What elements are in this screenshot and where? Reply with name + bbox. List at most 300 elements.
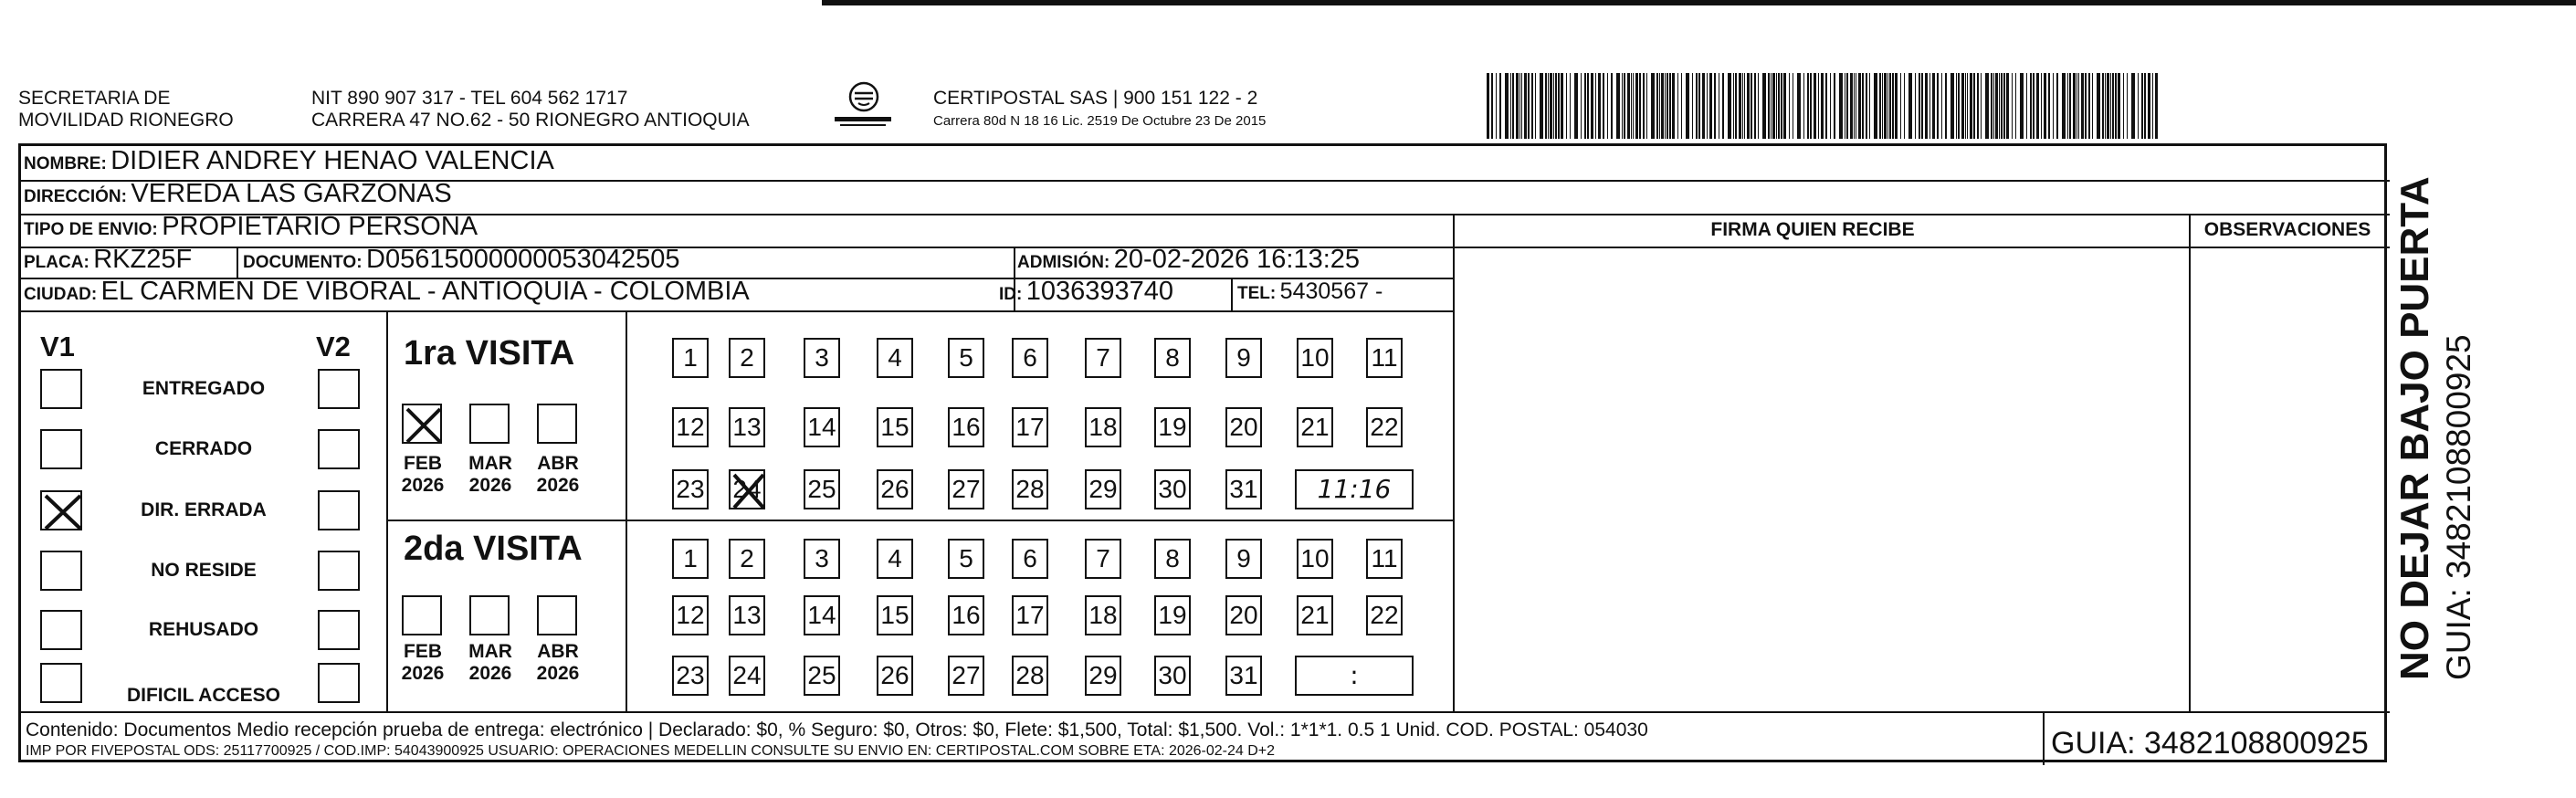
day-box[interactable]: 19 (1154, 595, 1191, 635)
barcode-bar (1686, 73, 1689, 139)
barcode-bar (2062, 73, 2066, 139)
barcode-bar (1496, 73, 1497, 139)
barcode-bar (1797, 73, 1801, 139)
month-caption (391, 453, 455, 497)
day-box[interactable]: 29 (1085, 656, 1121, 696)
barcode-bar (2110, 73, 2111, 139)
month-caption (458, 641, 522, 685)
documento-value: D05615000000053042505 (366, 245, 680, 274)
day-box[interactable]: 8 (1154, 338, 1191, 378)
status-label: CERRADO (154, 438, 253, 459)
barcode-bar (1977, 73, 1979, 139)
barcode-bar (1834, 73, 1835, 139)
barcode-bar (2092, 73, 2093, 139)
month-checkbox[interactable] (402, 595, 442, 635)
barcode-bar (1624, 73, 1625, 139)
barcode-bar (2097, 73, 2100, 139)
barcode-bar (1919, 73, 1920, 139)
barcode-bar (1561, 73, 1563, 139)
tel-row (1237, 277, 1383, 310)
barcode-bar (1491, 73, 1493, 139)
documento-label: DOCUMENTO: (243, 253, 363, 272)
barcode-bar (1921, 73, 1923, 139)
time-box[interactable]: 11:16 (1295, 469, 1414, 509)
nombre-row (24, 146, 554, 180)
barcode-bar (1512, 73, 1514, 139)
day-box[interactable]: 3 (804, 539, 840, 579)
barcode-bar (1587, 73, 1589, 139)
barcode-bar (1789, 73, 1790, 139)
day-box[interactable]: 31 (1225, 469, 1262, 509)
month-year: 2026 (401, 663, 445, 684)
footer-contenido: Contenido: Documentos Medio recepción prueba de entrega: electrónico | Declarado: $0, % Seguro: $0, Otros: $0, Flete: $1,500, Total: $1,500. Vol.: 1*1*1. 0.5 1 Unid. COD. POSTAL: 054030 (26, 719, 1648, 740)
barcode-bar (2015, 73, 2016, 139)
day-box[interactable]: 16 (948, 407, 984, 447)
barcode-bar (1814, 73, 1816, 139)
barcode-bar (2155, 73, 2158, 139)
barcode-bar (1754, 73, 1756, 139)
barcode-bar (1635, 73, 1638, 139)
barcode-bar (1651, 73, 1655, 139)
tel-value: 5430567 - (1279, 278, 1383, 304)
barcode-bar (1882, 73, 1883, 139)
day-box[interactable]: 17 (1012, 407, 1048, 447)
barcode-bar (1667, 73, 1668, 139)
day-box[interactable]: 3 (804, 338, 840, 378)
barcode-bar (1584, 73, 1586, 139)
barcode-bar (1574, 73, 1578, 139)
barcode-bar (1771, 73, 1772, 139)
day-box[interactable]: 18 (1085, 407, 1121, 447)
day-box[interactable]: 25 (804, 656, 840, 696)
barcode-bar (2030, 73, 2032, 139)
day-box[interactable]: 12 (672, 407, 709, 447)
barcode-bar (1973, 73, 1975, 139)
day-box[interactable]: 22 (1366, 407, 1403, 447)
barcode-bar (1846, 73, 1848, 139)
v2-checkbox[interactable] (318, 551, 360, 591)
barcode-bar (2102, 73, 2104, 139)
barcode-bar (1698, 73, 1700, 139)
barcode-bar (1607, 73, 1608, 139)
barcode-bar (1874, 73, 1877, 139)
day-box[interactable]: 11 (1366, 338, 1403, 378)
col-rule (237, 247, 238, 278)
month-year: 2026 (468, 475, 512, 496)
v1-checkbox[interactable] (40, 369, 82, 409)
direccion-row (24, 179, 452, 213)
day-box[interactable]: 4 (877, 338, 913, 378)
barcode-bar (1937, 73, 1939, 139)
day-box[interactable]: 7 (1085, 338, 1121, 378)
barcode-bar (1611, 73, 1613, 139)
day-box[interactable]: 10 (1297, 338, 1333, 378)
barcode-bar (2048, 73, 2050, 139)
col-rule-months (626, 310, 627, 711)
barcode-bar (1747, 73, 1750, 139)
visit1-title: 1ra VISITA (404, 334, 575, 373)
day-box[interactable]: 20 (1225, 407, 1262, 447)
barcode-bar (1991, 73, 1992, 139)
day-box[interactable]: 5 (948, 338, 984, 378)
barcode-bar (2131, 73, 2135, 139)
top-edge-strip (822, 0, 2576, 5)
ciudad-row (24, 277, 750, 310)
ciudad-value: EL CARMEN DE VIBORAL - ANTIOQUIA - COLOMBIA (100, 277, 750, 306)
barcode-bar (1941, 73, 1942, 139)
direccion-label: DIRECCIÓN: (24, 187, 127, 206)
month-caption (458, 453, 522, 497)
month-checkbox[interactable] (537, 404, 577, 444)
placa-value: RKZ25F (93, 245, 193, 274)
nombre-label: NOMBRE: (24, 154, 107, 173)
visit-divider (386, 520, 1453, 521)
barcode-bar (1566, 73, 1567, 139)
day-box[interactable]: 13 (729, 407, 765, 447)
barcode-bar (1722, 73, 1724, 139)
barcode-bar (1692, 73, 1693, 139)
barcode-bar (2001, 73, 2003, 139)
day-box[interactable]: 8 (1154, 539, 1191, 579)
barcode-bar (1519, 73, 1520, 139)
barcode-bar (1728, 73, 1731, 139)
certipostal-logo-icon (831, 80, 895, 130)
direccion-value: VEREDA LAS GARZONAS (131, 179, 452, 208)
day-box[interactable]: 19 (1154, 407, 1191, 447)
col-rule (1231, 278, 1233, 310)
month-label: FEB (404, 641, 442, 662)
barcode-bar (2012, 73, 2013, 139)
barcode-bar (2041, 73, 2042, 139)
day-box[interactable]: 17 (1012, 595, 1048, 635)
day-box[interactable]: 24 (729, 656, 765, 696)
placa-row (24, 245, 192, 278)
barcode-bar (1950, 73, 1954, 139)
barcode-bar (1825, 73, 1827, 139)
day-box[interactable]: 24 (729, 469, 765, 509)
barcode-bar (1677, 73, 1678, 139)
barcode-bar (1603, 73, 1604, 139)
v2-checkbox[interactable] (318, 490, 360, 530)
status-label: NO RESIDE (151, 560, 257, 581)
nit-line: NIT 890 907 317 - TEL 604 562 1717 (311, 88, 628, 109)
barcode-bar (1528, 73, 1530, 139)
barcode-bar (1862, 73, 1864, 139)
address-line: CARRERA 47 NO.62 - 50 RIONEGRO ANTIOQUIA (311, 110, 750, 131)
barcode-bar (1487, 73, 1489, 139)
footer-rule (21, 711, 2390, 713)
barcode-bar (1524, 73, 1527, 139)
barcode-bar (1739, 73, 1741, 139)
day-box[interactable]: 2 (729, 338, 765, 378)
visit2-title: 2da VISITA (404, 530, 583, 568)
barcode-bar (1622, 73, 1623, 139)
barcode-bar (1742, 73, 1743, 139)
v2-checkbox[interactable] (318, 429, 360, 469)
col-rule-guia (2043, 711, 2045, 765)
barcode-bar (1967, 73, 1968, 139)
day-box[interactable]: 14 (804, 595, 840, 635)
barcode-bar (1714, 73, 1716, 139)
day-box[interactable]: 27 (948, 469, 984, 509)
time-box[interactable]: : (1295, 656, 1414, 696)
day-box[interactable]: 2 (729, 539, 765, 579)
day-box[interactable]: 15 (877, 407, 913, 447)
barcode-bar (1807, 73, 1809, 139)
day-box[interactable]: 14 (804, 407, 840, 447)
day-box[interactable]: 21 (1297, 595, 1333, 635)
id-value: 1036393740 (1025, 277, 1174, 306)
v2-checkbox[interactable] (318, 369, 360, 409)
month-caption (526, 641, 590, 685)
day-box[interactable]: 20 (1225, 595, 1262, 635)
admision-label: ADMISIÓN: (1017, 253, 1110, 272)
barcode-bar (2006, 73, 2009, 139)
day-box[interactable]: 4 (877, 539, 913, 579)
barcode-bar (1866, 73, 1867, 139)
barcode-bar (1627, 73, 1630, 139)
courier-address: Carrera 80d N 18 16 Lic. 2519 De Octubre 23 De 2015 (933, 113, 1267, 129)
barcode-bar (1659, 73, 1660, 139)
day-box[interactable]: 23 (672, 656, 709, 696)
barcode-bar (1869, 73, 1870, 139)
barcode-bar (2107, 73, 2109, 139)
barcode-bar (1758, 73, 1759, 139)
barcode-bar (1995, 73, 1998, 139)
nombre-value: DIDIER ANDREY HENAO VALENCIA (110, 146, 554, 175)
barcode-bar (2127, 73, 2128, 139)
day-box[interactable]: 26 (877, 656, 913, 696)
barcode-bar (1985, 73, 1989, 139)
org-name-line2: MOVILIDAD RIONEGRO (18, 110, 234, 131)
day-box[interactable]: 1 (672, 338, 709, 378)
day-box[interactable]: 11 (1366, 539, 1403, 579)
barcode-bar (1965, 73, 1966, 139)
barcode-bar (1932, 73, 1935, 139)
month-year: 2026 (536, 475, 580, 496)
month-label: MAR (468, 641, 512, 662)
day-box[interactable]: 9 (1225, 338, 1262, 378)
barcode-bar (1858, 73, 1861, 139)
day-box[interactable]: 28 (1012, 469, 1048, 509)
barcode-bar (1887, 73, 1888, 139)
barcode-bar (1633, 73, 1634, 139)
tipo-label: TIPO DE ENVIO: (24, 220, 158, 239)
month-year: 2026 (468, 663, 512, 684)
day-box[interactable]: 27 (948, 656, 984, 696)
barcode-bar (1744, 73, 1745, 139)
barcode-bar (1850, 73, 1853, 139)
barcode-bar (1854, 73, 1855, 139)
barcode-bar (1956, 73, 1957, 139)
col-rule-status (386, 310, 388, 711)
month-year: 2026 (536, 663, 580, 684)
barcode (1487, 73, 2162, 139)
month-checkbox[interactable] (469, 595, 510, 635)
barcode-bar (1908, 73, 1912, 139)
barcode-bar (2003, 73, 2005, 139)
barcode-bar (1751, 73, 1752, 139)
v2-checkbox[interactable] (318, 610, 360, 650)
barcode-bar (1781, 73, 1782, 139)
barcode-bar (1531, 73, 1533, 139)
tel-label: TEL: (1237, 284, 1277, 303)
barcode-bar (1776, 73, 1777, 139)
barcode-bar (2036, 73, 2039, 139)
day-box[interactable]: 23 (672, 469, 709, 509)
barcode-bar (1510, 73, 1511, 139)
barcode-bar (1993, 73, 1994, 139)
v1-checkbox[interactable] (40, 551, 82, 591)
month-year: 2026 (401, 475, 445, 496)
day-box[interactable]: 30 (1154, 656, 1191, 696)
day-box[interactable]: 26 (877, 469, 913, 509)
footer-imp: IMP POR FIVEPOSTAL ODS: 25117700925 / COD.IMP: 54043900925 USUARIO: OPERACIONES MEDELLIN CONSULTE SU ENVIO EN: CERTIPOSTAL.COM SOBRE ETA: 2026-02-24 D+2 (26, 743, 1276, 759)
barcode-bar (2141, 73, 2143, 139)
courier-line: CERTIPOSTAL SAS | 900 151 122 - 2 (933, 88, 1258, 109)
day-box[interactable]: 21 (1297, 407, 1333, 447)
barcode-bar (1884, 73, 1887, 139)
month-checkbox[interactable] (402, 404, 442, 444)
status-label: ENTREGADO (142, 378, 266, 399)
day-box[interactable]: 15 (877, 595, 913, 635)
admision-row (1017, 245, 1360, 278)
v1-header: V1 (40, 331, 75, 362)
barcode-bar (1735, 73, 1737, 139)
barcode-bar (1958, 73, 1960, 139)
month-checkbox[interactable] (469, 404, 510, 444)
tipo-row (24, 212, 478, 246)
v1-checkbox[interactable] (40, 610, 82, 650)
row-rule (21, 310, 1453, 312)
day-box[interactable]: 22 (1366, 595, 1403, 635)
barcode-bar (1915, 73, 1916, 139)
barcode-bar (1709, 73, 1712, 139)
status-label: REHUSADO (148, 619, 259, 640)
barcode-bar (1889, 73, 1891, 139)
month-checkbox[interactable] (537, 595, 577, 635)
barcode-bar (2118, 73, 2120, 139)
id-label: ID: (999, 285, 1023, 304)
barcode-bar (1540, 73, 1543, 139)
barcode-bar (2044, 73, 2046, 139)
day-box[interactable]: 1 (672, 539, 709, 579)
barcode-bar (1669, 73, 1671, 139)
barcode-bar (2105, 73, 2106, 139)
barcode-bar (2123, 73, 2124, 139)
col-rule-obs (2189, 214, 2191, 711)
barcode-bar (2138, 73, 2139, 139)
barcode-bar (1672, 73, 1675, 139)
day-box[interactable]: 31 (1225, 656, 1262, 696)
day-box[interactable]: 7 (1085, 539, 1121, 579)
barcode-bar (2026, 73, 2027, 139)
barcode-bar (1681, 73, 1682, 139)
barcode-bar (2112, 73, 2114, 139)
barcode-bar (2081, 73, 2084, 139)
barcode-bar (1570, 73, 1571, 139)
admision-value: 20-02-2026 16:13:25 (1113, 245, 1361, 274)
day-box[interactable]: 6 (1012, 539, 1048, 579)
day-box[interactable]: 6 (1012, 338, 1048, 378)
barcode-bar (1595, 73, 1596, 139)
barcode-bar (1772, 73, 1775, 139)
ciudad-label: CIUDAD: (24, 285, 98, 304)
barcode-bar (2067, 73, 2068, 139)
barcode-bar (1643, 73, 1645, 139)
barcode-bar (1558, 73, 1560, 139)
month-label: FEB (404, 453, 442, 474)
barcode-bar (1646, 73, 1647, 139)
day-box[interactable]: 12 (672, 595, 709, 635)
barcode-bar (1778, 73, 1780, 139)
barcode-bar (1999, 73, 2000, 139)
day-box[interactable]: 10 (1297, 539, 1333, 579)
v1-checkbox[interactable] (40, 490, 82, 530)
day-box[interactable]: 28 (1012, 656, 1048, 696)
barcode-bar (1768, 73, 1770, 139)
status-label: DIFICIL ACCESO (126, 685, 280, 706)
barcode-bar (1553, 73, 1554, 139)
barcode-bar (2073, 73, 2076, 139)
placa-label: PLACA: (24, 253, 89, 272)
barcode-bar (1762, 73, 1766, 139)
v2-checkbox[interactable] (318, 663, 360, 703)
documento-row (243, 245, 680, 278)
barcode-bar (1961, 73, 1964, 139)
barcode-bar (1981, 73, 1982, 139)
barcode-bar (1810, 73, 1812, 139)
barcode-bar (1661, 73, 1664, 139)
footer-guia: GUIA: 3482108800925 (2051, 726, 2369, 761)
day-box[interactable]: 16 (948, 595, 984, 635)
barcode-bar (1499, 73, 1501, 139)
day-box[interactable]: 29 (1085, 469, 1121, 509)
barcode-bar (1516, 73, 1519, 139)
day-box[interactable]: 9 (1225, 539, 1262, 579)
barcode-bar (1550, 73, 1552, 139)
barcode-bar (1631, 73, 1632, 139)
barcode-bar (1830, 73, 1831, 139)
barcode-bar (1639, 73, 1641, 139)
barcode-bar (1696, 73, 1698, 139)
barcode-bar (1879, 73, 1881, 139)
day-box[interactable]: 5 (948, 539, 984, 579)
barcode-bar (1733, 73, 1734, 139)
barcode-bar (1925, 73, 1928, 139)
v1-checkbox[interactable] (40, 663, 82, 703)
barcode-bar (2115, 73, 2117, 139)
v1-checkbox[interactable] (40, 429, 82, 469)
barcode-bar (1803, 73, 1804, 139)
day-box[interactable]: 30 (1154, 469, 1191, 509)
barcode-bar (1616, 73, 1620, 139)
day-box[interactable]: 18 (1085, 595, 1121, 635)
barcode-bar (2069, 73, 2071, 139)
day-box[interactable]: 13 (729, 595, 765, 635)
barcode-bar (2056, 73, 2058, 139)
barcode-bar (1818, 73, 1819, 139)
barcode-bar (2078, 73, 2079, 139)
barcode-bar (1929, 73, 1930, 139)
barcode-bar (2144, 73, 2146, 139)
month-label: MAR (468, 453, 512, 474)
barcode-bar (1581, 73, 1582, 139)
day-box[interactable]: 25 (804, 469, 840, 509)
month-label: ABR (537, 641, 579, 662)
barcode-bar (2020, 73, 2024, 139)
id-row (999, 277, 1173, 310)
